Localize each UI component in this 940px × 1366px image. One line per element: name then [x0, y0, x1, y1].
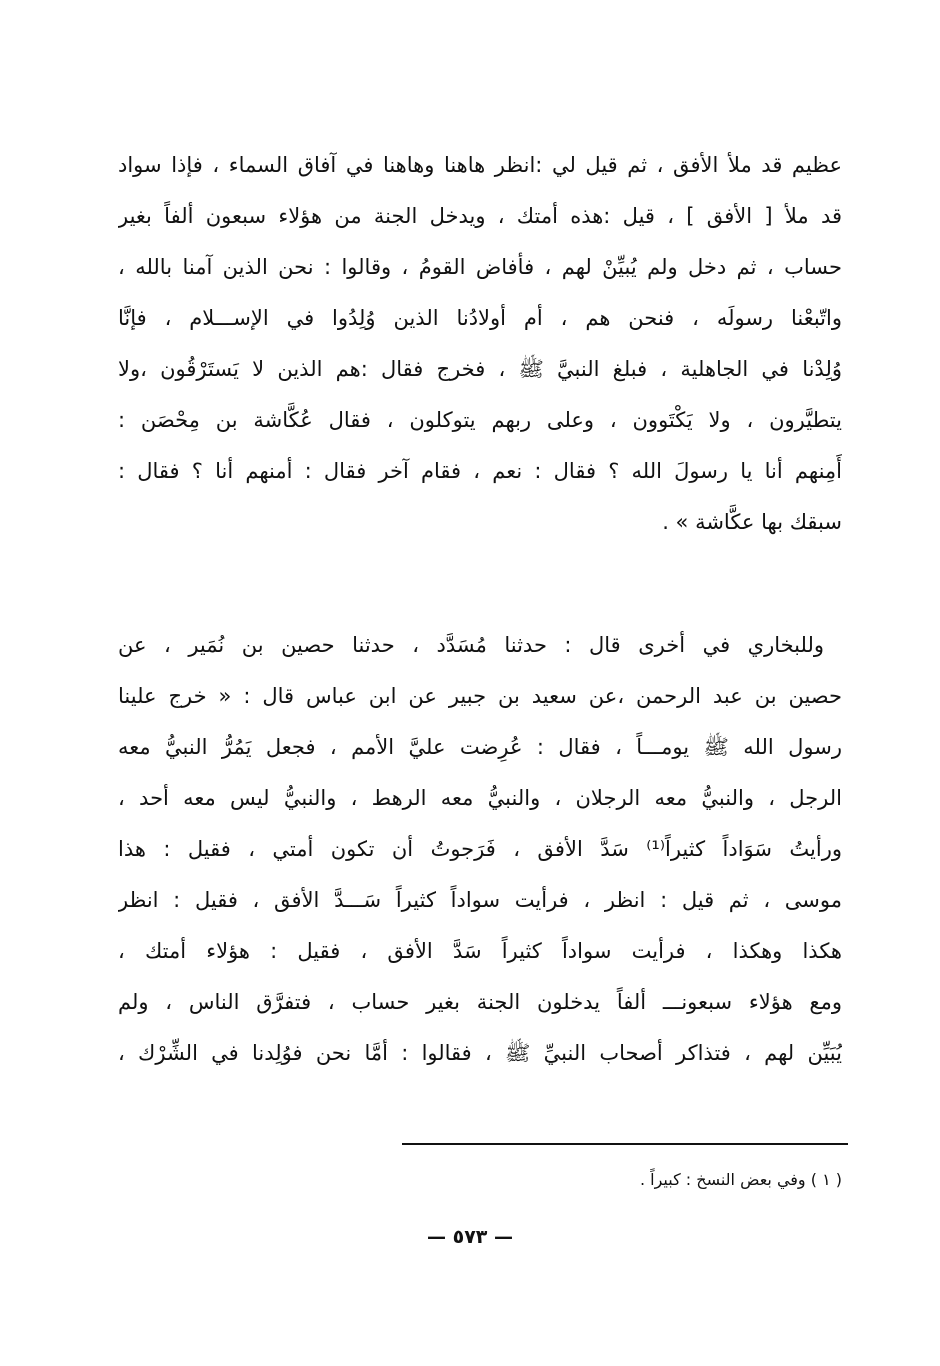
paragraph-2: [118, 620, 842, 1079]
text-line: الرجل ، والنبيُّ معه الرجلان ، والنبيُّ معه الرهط ، والنبيُّ ليس معه أحد ،: [118, 786, 842, 810]
text-line: قد ملأ [ الأفق ] ، قيل :هذه أمتك ، ويدخل الجنة من هؤلاء سبعون ألفاً بغير: [118, 204, 842, 228]
text-line: ورأيتُ سَوَاداً كثيراً⁽¹⁾ سَدَّ الأفق ، فَرَجوتُ أن تكون أمتي ، فقيل : هذا: [118, 837, 842, 861]
text-line: يتطيَّرون ، ولا يَكْتَوون ، وعلى ربهم يتوكلون ، فقال عُكَّاشة بن مِحْصَن :: [118, 408, 842, 432]
text-line: موسى ، ثم قيل : انظر ، فرأيت سواداً كثيراً سَـــدَّ الأفق ، فقيل : انظر: [118, 888, 842, 912]
footnote-separator: [402, 1143, 848, 1145]
text-line: حصين بن عبد الرحمن ،عن سعيد بن جبير عن ابن عباس قال : « خرج علينا: [118, 684, 842, 708]
text-line: يُبَيِّن لهم ، فتذاكر أصحاب النبيِّ ﷺ ، فقالوا : أمَّا نحن فوُلِدنا في الشِّرْك ،: [118, 1041, 842, 1065]
text-line: حساب ، ثم دخل ولم يُبيِّنْ لهم ، فأفاض القومُ ، وقالوا : نحن الذين آمنا بالله ،: [118, 255, 842, 279]
text-line: هكذا وهكذا ، فرأيت سواداً كثيراً سَدَّ الأفق ، فقيل : هؤلاء أمتك ،: [118, 939, 842, 963]
text-line: وللبخاري في أخرى قال : حدثنا مُسَدَّد ، حدثنا حصين بن نُمَير ، عن: [118, 633, 824, 657]
page-number: — ٥٧٣ —: [426, 1226, 514, 1248]
text-line: عظيم قد ملأ الأفق ، ثم قيل لي :انظر هاهنا وهاهنا في آفاق السماء ، فإذا سواد: [118, 153, 842, 177]
footnote: ( ١ ) وفي بعض النسخ : كبيراً .: [639, 1170, 842, 1189]
text-line: ومع هؤلاء سبعونـــ ألفاً يدخلون الجنة بغير حساب ، فتفرَّق الناس ، ولم: [118, 990, 842, 1014]
text-line: سبقك بها عكَّاشة » .: [662, 510, 842, 534]
text-line: رسول الله ﷺ يومـــاً ، فقال : عُرِضت عليَّ الأمم ، فجعل يَمُرُّ النبيُّ معه: [118, 735, 842, 759]
text-line: وُلِدْنا في الجاهلية ، فبلغ النبيَّ ﷺ ، فخرج فقال :هم الذين لا يَستَرْقُون ،ولا: [118, 357, 842, 381]
text-line: أَمِنهم أنا يا رسولَ الله ؟ فقال : نعم ، فقام آخر فقال : أمنهم أنا ؟ فقال :: [118, 459, 842, 483]
paragraph-1: [118, 140, 842, 548]
text-line: واتّبعْنا رسولَه ، فنحن هم ، أم أولادُنا الذين وُلِدُوا في الإســـلام ، فإنَّا: [118, 306, 842, 330]
